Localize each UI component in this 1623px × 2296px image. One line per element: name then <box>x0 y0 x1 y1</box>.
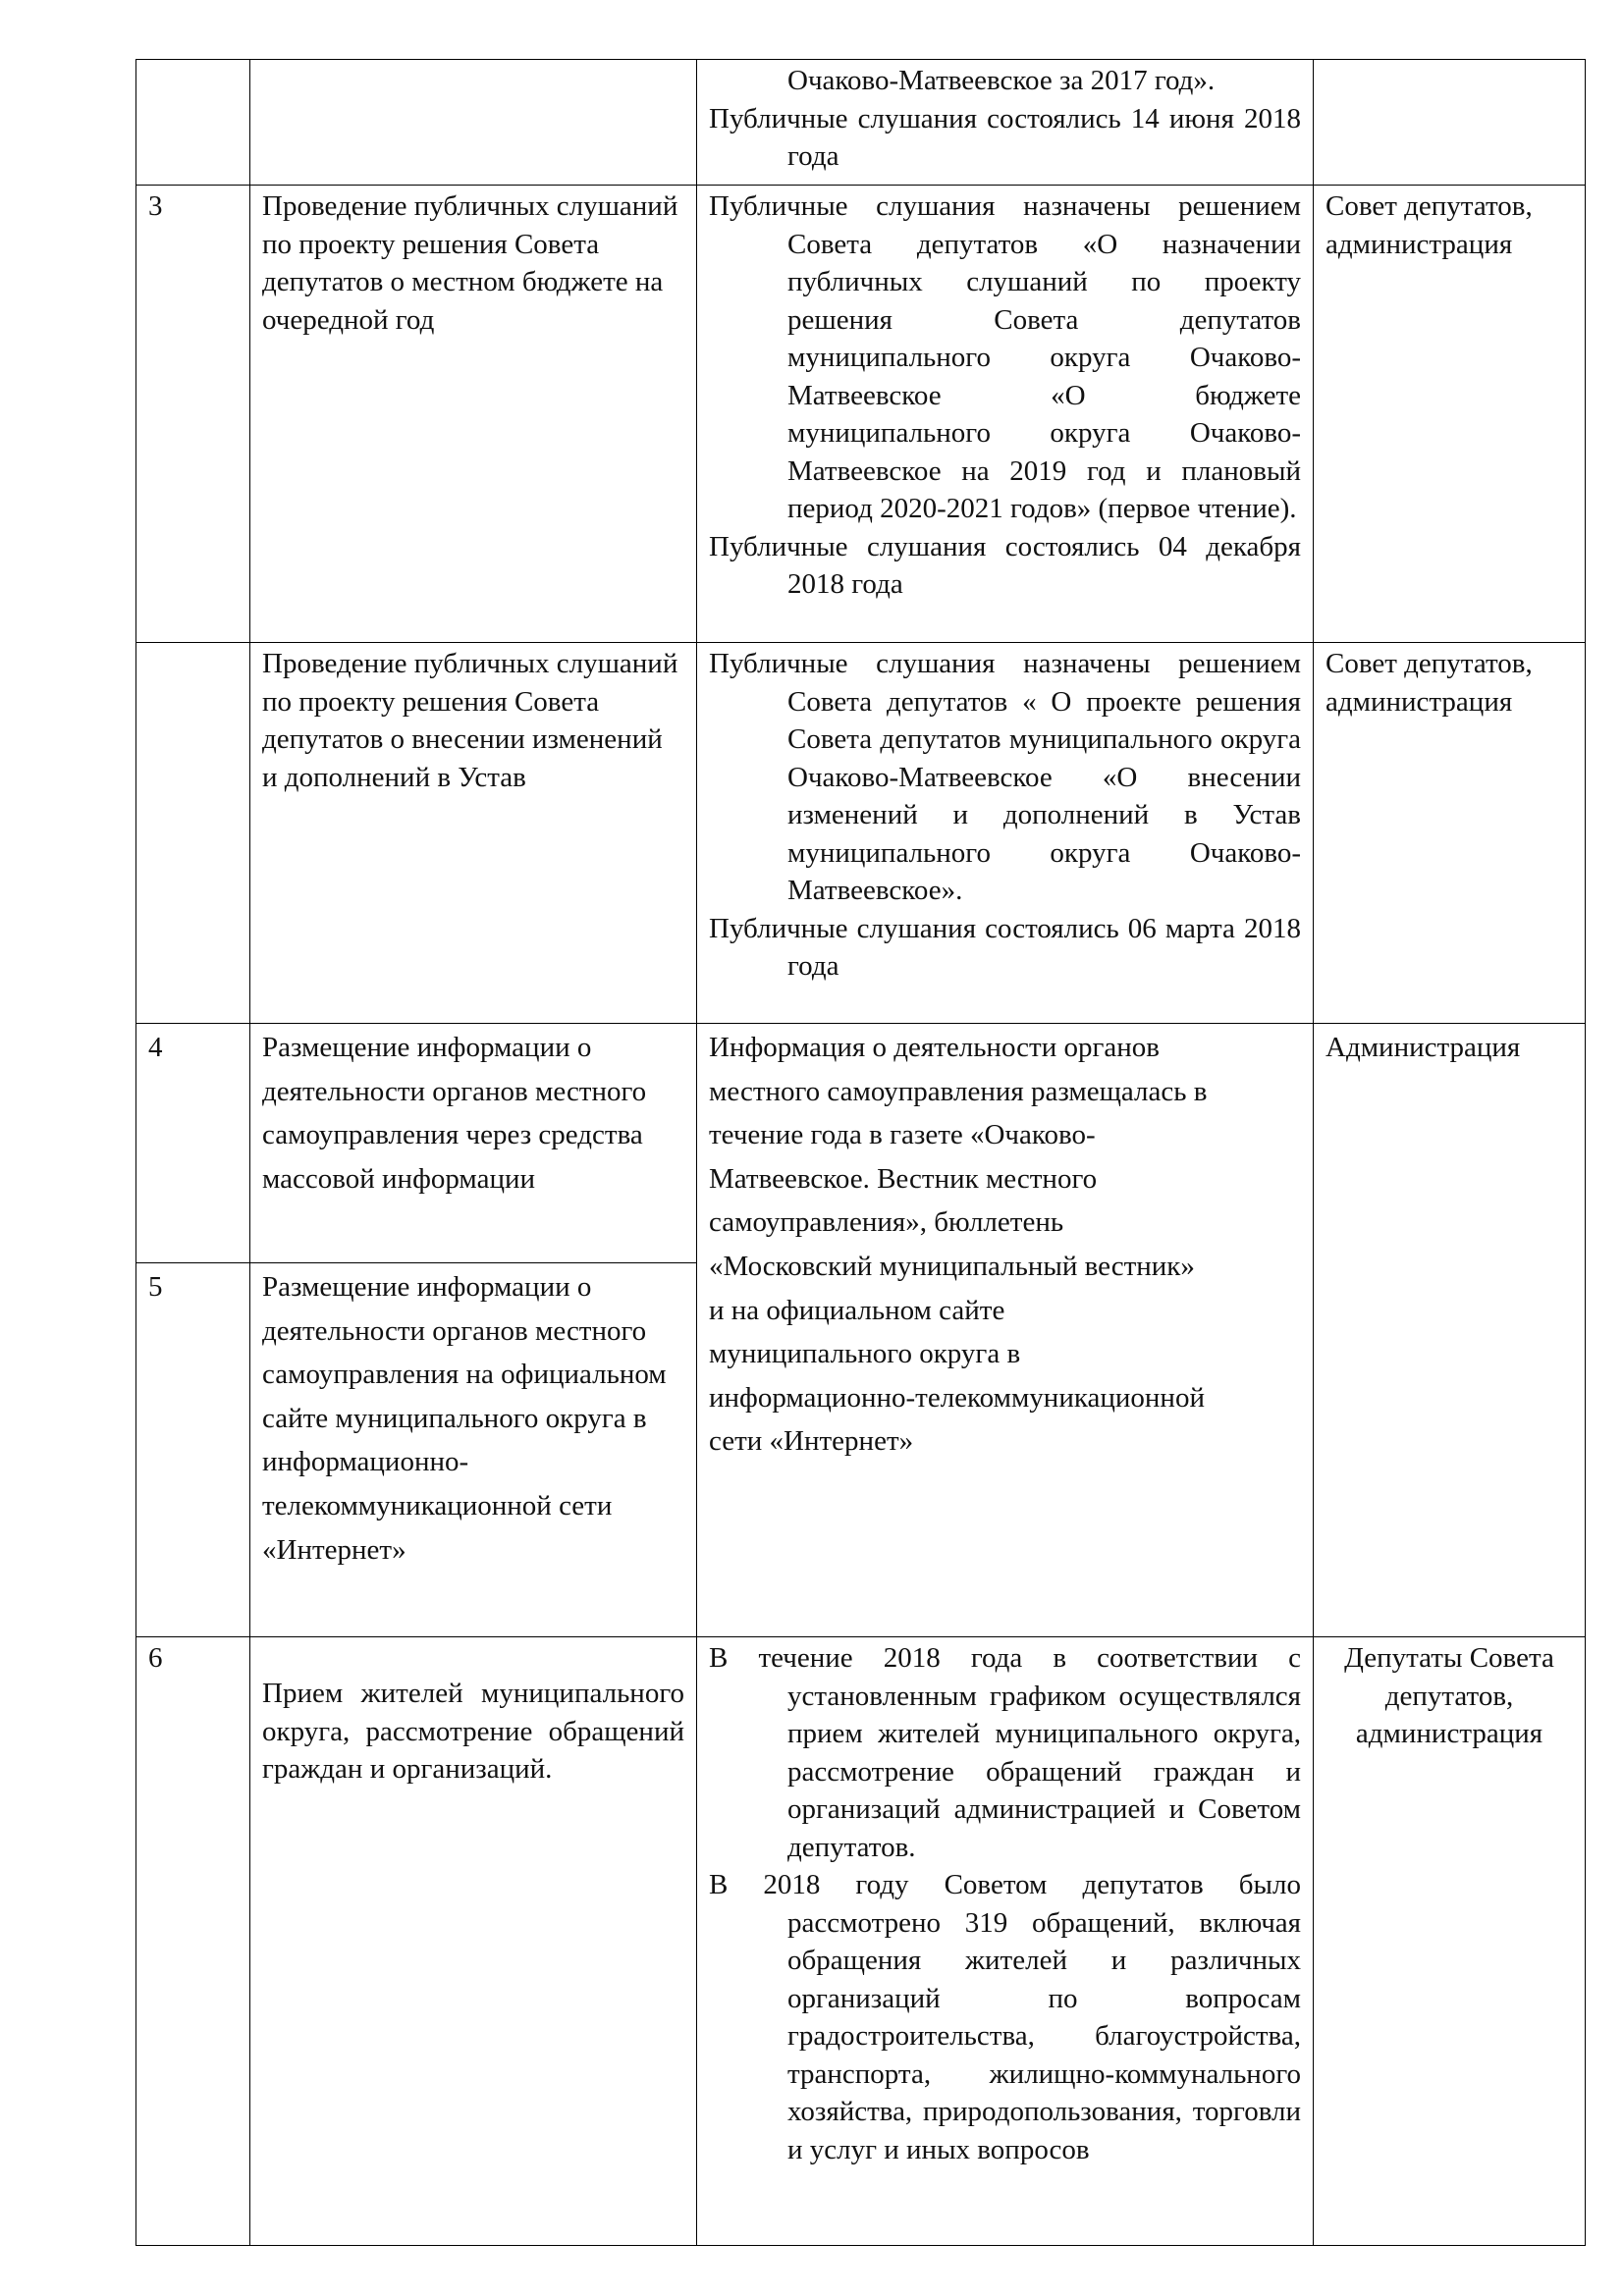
table-row <box>136 643 1586 1024</box>
result-line: Информация о деятельности органов <box>709 1032 1160 1063</box>
result-line: информационно-телекоммуникационной <box>709 1381 1205 1414</box>
executor-cell: Депутаты Совета депутатов, администрация <box>1314 1637 1586 2246</box>
result-paragraph: Публичные слушания назначены решением Совета депутатов «О назначении публичных слушаний по проекту решения Совета депутатов муниципального округа Очаково-Матвеевское «О бюджете муниципального округа Очаково-Матвеевское на 2019 год и плановый период 2020-2021 годов» (первое чтение). <box>709 190 1301 524</box>
row-number: 4 <box>136 1024 250 1263</box>
result-line: самоуправления», бюллетень <box>709 1206 1064 1239</box>
result-line: муниципального округа в <box>709 1338 1021 1370</box>
result-line: «Московский муниципальный вестник» <box>709 1250 1195 1282</box>
event-cell: Размещение информации о деятельности органов местного самоуправления через средства массовой информации <box>250 1024 697 1263</box>
result-line: сети «Интернет» <box>709 1425 914 1458</box>
result-line: течение года в газете «Очаково- <box>709 1119 1096 1151</box>
row-number <box>136 643 250 1024</box>
row-number: 5 <box>136 1263 250 1637</box>
result-cell <box>697 186 1314 643</box>
result-cell <box>697 643 1314 1024</box>
result-cell <box>697 1637 1314 2246</box>
result-cell-merged <box>697 1024 1314 1637</box>
table-row <box>136 186 1586 643</box>
result-paragraph: Публичные слушания назначены решением Совета депутатов « О проекте решения Совета депутатов муниципального округа Очаково-Матвеевское «О внесении изменений и дополнений в Устав муниципального округа Очаково-Матвеевское». <box>709 648 1301 906</box>
table-row <box>136 1637 1586 2246</box>
result-paragraph: В течение 2018 года в соответствии с установленным графиком осуществлялся прием жителей муниципального округа, рассмотрение обращений граждан и организаций администрацией и Советом депутатов. <box>709 1642 1301 1863</box>
report-table <box>135 59 1586 2246</box>
row-number: 3 <box>136 186 250 643</box>
result-paragraph: В 2018 году Советом депутатов было рассмотрено 319 обращений, включая обращения жителей и различных организаций по вопросам градостроительства, благоустройства, транспорта, жилищно-коммунального хозяйства, природопользования, торговли и услуг и иных вопросов <box>709 1869 1301 2165</box>
executor-cell: Совет депутатов, администрация <box>1314 643 1586 1024</box>
row-number: 6 <box>136 1637 250 2246</box>
event-cell: Прием жителей муниципального округа, рассмотрение обращений граждан и организаций. <box>250 1637 697 2246</box>
table-row <box>136 1024 1586 1263</box>
event-cell: Проведение публичных слушаний по проекту решения Совета депутатов о местном бюджете на очередной год <box>250 186 697 643</box>
result-paragraph: Публичные слушания состоялись 04 декабря 2018 года <box>709 530 1301 600</box>
result-line: и на официальном сайте <box>709 1294 1005 1326</box>
event-cell: Размещение информации о деятельности органов местного самоуправления на официальном сайте муниципального округа в информационно-телекоммуникационной сети «Интернет» <box>250 1263 697 1637</box>
result-paragraph: Очаково-Матвеевское за 2017 год». <box>787 65 1216 96</box>
executor-cell: Совет депутатов, администрация <box>1314 186 1586 643</box>
table-row <box>136 60 1586 186</box>
event-cell <box>250 60 697 186</box>
event-cell: Проведение публичных слушаний по проекту решения Совета депутатов о внесении изменений и дополнений в Устав <box>250 643 697 1024</box>
result-paragraph: Публичные слушания состоялись 14 июня 2018 года <box>709 102 1301 172</box>
executor-cell <box>1314 60 1586 186</box>
result-line: местного самоуправления размещалась в <box>709 1075 1208 1107</box>
row-number <box>136 60 250 186</box>
result-cell <box>697 60 1314 186</box>
result-line: Матвеевское. Вестник местного <box>709 1162 1098 1195</box>
result-paragraph: Публичные слушания состоялись 06 марта 2018 года <box>709 912 1301 982</box>
executor-cell: Администрация <box>1314 1024 1586 1637</box>
